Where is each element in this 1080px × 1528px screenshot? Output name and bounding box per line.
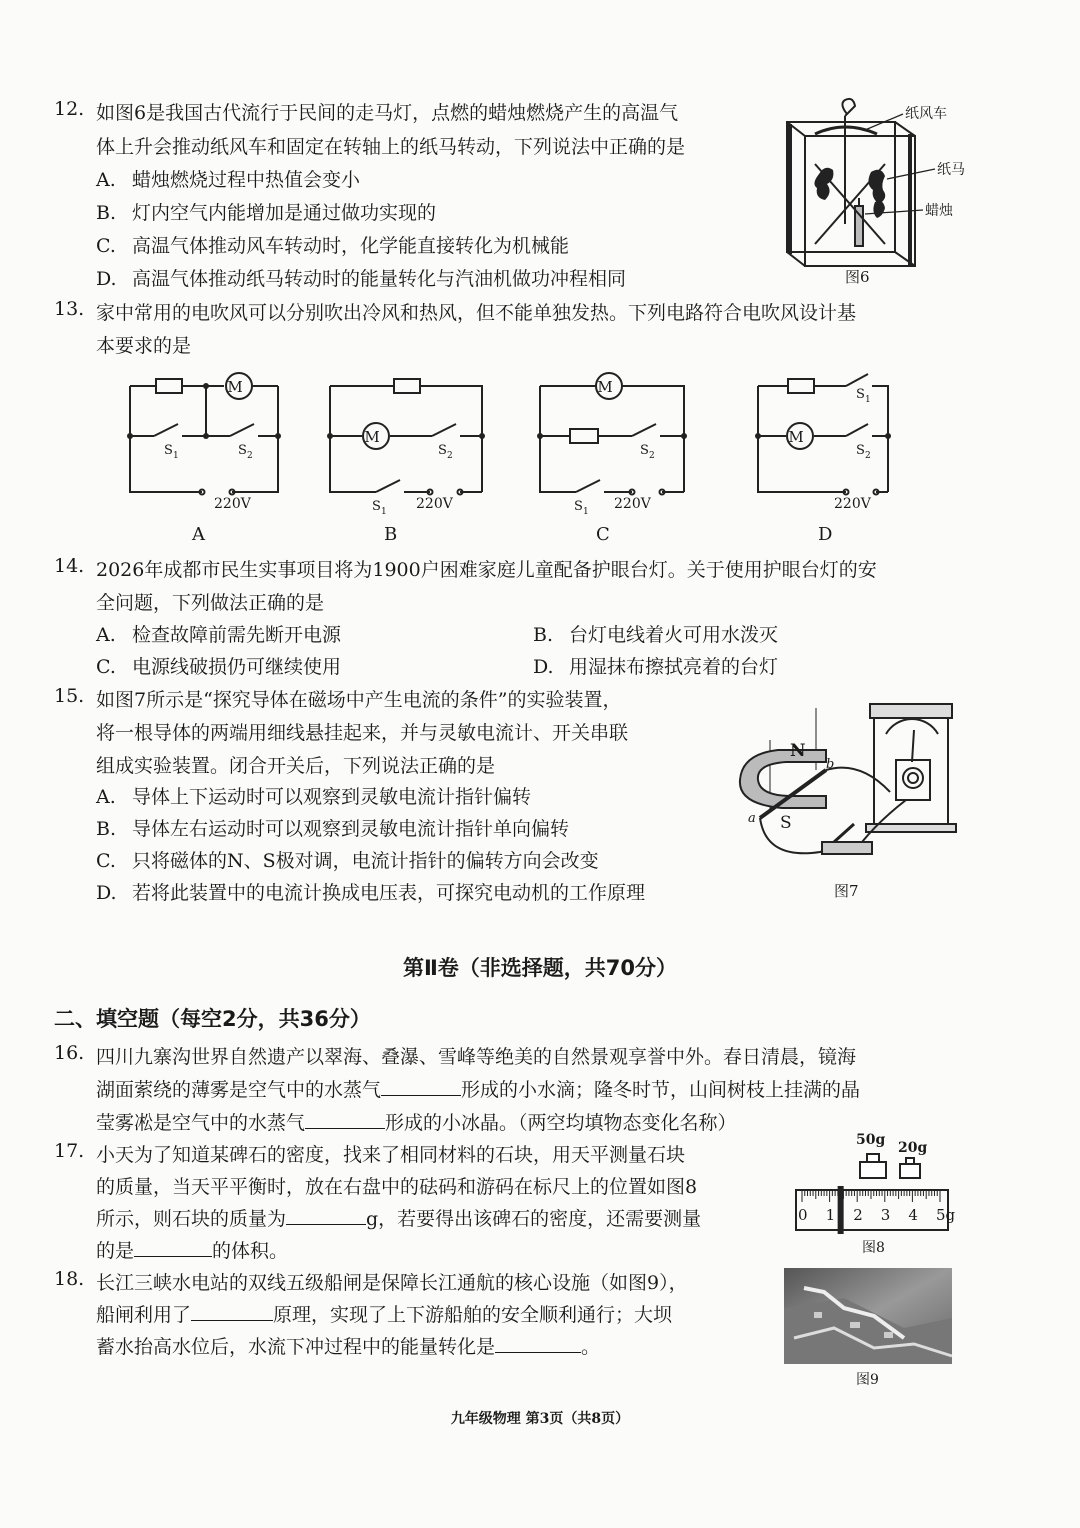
svg-text:2: 2 — [649, 451, 655, 461]
svg-text:S: S — [856, 387, 865, 402]
answer-blank[interactable] — [381, 1077, 461, 1096]
svg-text:220V: 220V — [416, 496, 453, 512]
question-number: 18. — [54, 1268, 85, 1290]
scale-label: 1 — [825, 1206, 836, 1224]
question-stem: 蓄水抬高水位后，水流下冲过程中的能量转化是 。 — [96, 1336, 601, 1358]
question-stem: 如图7所示是“探究导体在磁场中产生电流的条件”的实验装置， — [96, 689, 622, 711]
svg-text:2: 2 — [447, 451, 453, 461]
question-stem: 2026年成都市民生实事项目将为1900户困难家庭儿童配备护眼台灯。关于使用护眼台灯的安 — [96, 559, 877, 581]
option-c[interactable]: C. 高温气体推动风车转动时，化学能直接转化为机械能 — [96, 235, 570, 257]
question-stem: 所示，则石块的质量为 g，若要得出该碑石的密度，还需要测量 — [96, 1208, 702, 1230]
voltage-label: 220V — [214, 496, 251, 512]
svg-text:S: S — [640, 443, 649, 458]
option-label[interactable]: C — [596, 524, 610, 545]
svg-text:1: 1 — [381, 507, 387, 517]
scale-rider — [838, 1186, 844, 1234]
option-label[interactable]: A — [192, 524, 205, 545]
label-candle: 蜡烛 — [925, 203, 953, 219]
question-stem: 体上升会推动纸风车和固定在转轴上的纸马转动，下列说法中正确的是 — [96, 136, 686, 158]
option-b[interactable]: B. 导体左右运动时可以观察到灵敏电流计指针单向偏转 — [96, 818, 570, 840]
answer-blank[interactable] — [286, 1206, 366, 1225]
rider-scale — [796, 1186, 956, 1234]
scale-label: 5g — [936, 1206, 956, 1224]
svg-text:S: S — [574, 499, 583, 514]
part-ii-title: 第Ⅱ卷（非选择题，共70分） — [402, 956, 678, 980]
circuit-options — [110, 362, 930, 552]
svg-text:2: 2 — [247, 451, 253, 461]
question-number: 16. — [54, 1042, 85, 1064]
svg-text:1: 1 — [173, 451, 179, 461]
weight-20g — [900, 1158, 920, 1178]
question-number: 13. — [54, 298, 85, 320]
question-number: 12. — [54, 98, 85, 120]
scale-label: 0 — [798, 1206, 808, 1224]
page-footer: 九年级物理 第3页（共8页） — [450, 1411, 630, 1427]
option-label[interactable]: B — [384, 524, 398, 545]
scale-label: 3 — [880, 1206, 891, 1224]
figure-caption: 图7 — [834, 882, 859, 900]
question-stem: 的质量，当天平平衡时，放在右盘中的砝码和游码在标尺上的位置如图8 — [96, 1176, 698, 1198]
question-stem: 将一根导体的两端用细线悬挂起来，并与灵敏电流计、开关串联 — [96, 722, 629, 744]
option-b[interactable]: B. 灯内空气内能增加是通过做功实现的 — [96, 202, 437, 224]
figure-caption: 图6 — [845, 268, 870, 286]
label-pinwheel: 纸风车 — [905, 106, 947, 122]
question-stem: 全问题，下列做法正确的是 — [96, 592, 325, 614]
weight-50g-label: 50g — [856, 1132, 886, 1148]
weight-50g — [860, 1154, 886, 1178]
circuit-a[interactable] — [130, 373, 278, 495]
conductor-end-a: a — [748, 811, 756, 826]
question-stem: 如图6是我国古代流行于民间的走马灯，点燃的蜡烛燃烧产生的高温气 — [96, 102, 679, 124]
answer-blank[interactable] — [305, 1110, 385, 1129]
figure-6-lantern — [775, 94, 975, 289]
scale-label: 2 — [853, 1206, 863, 1224]
svg-text:M: M — [788, 428, 804, 446]
answer-blank[interactable] — [191, 1302, 273, 1321]
option-c[interactable]: C. 电源线破损仍可继续使用 — [96, 656, 342, 678]
svg-text:220V: 220V — [834, 496, 871, 512]
option-d[interactable]: D. 用湿抹布擦拭亮着的台灯 — [533, 656, 779, 678]
option-d[interactable]: D. 若将此装置中的电流计换成电压表，可探究电动机的工作原理 — [96, 882, 646, 904]
question-stem: 船闸利用了 原理，实现了上下游船舶的安全顺利通行；大坝 — [96, 1304, 673, 1326]
svg-text:S: S — [164, 443, 173, 458]
svg-text:M: M — [597, 378, 613, 396]
question-number: 17. — [54, 1140, 85, 1162]
figure-caption: 图8 — [862, 1240, 885, 1256]
question-stem: 组成实验装置。闭合开关后，下列说法正确的是 — [96, 755, 496, 777]
option-d[interactable]: D. 高温气体推动纸马转动时的能量转化与汽油机做功冲程相同 — [96, 268, 627, 290]
answer-blank[interactable] — [134, 1238, 212, 1257]
svg-text:1: 1 — [583, 507, 589, 517]
question-number: 14. — [54, 555, 85, 577]
svg-text:2: 2 — [865, 451, 871, 461]
svg-text:S: S — [238, 443, 247, 458]
question-stem: 湖面萦绕的薄雾是空气中的水蒸气 形成的小水滴；隆冬时节，山间树枝上挂满的晶 — [96, 1079, 861, 1101]
figure-9-ship-lock-photo — [784, 1268, 954, 1392]
question-stem: 四川九寨沟世界自然遗产以翠海、叠瀑、雪峰等绝美的自然景观享誉中外。春日清晨，镜海 — [96, 1046, 857, 1068]
label-paper-horse: 纸马 — [937, 162, 965, 178]
option-a[interactable]: A. 检查故障前需先断开电源 — [96, 624, 342, 646]
option-a[interactable]: A. 蜡烛燃烧过程中热值会变小 — [96, 169, 361, 191]
svg-text:S: S — [856, 443, 865, 458]
option-a[interactable]: A. 导体上下运动时可以观察到灵敏电流计指针偏转 — [96, 786, 532, 808]
svg-text:S: S — [372, 499, 381, 514]
figure-7-induction-apparatus — [730, 700, 970, 900]
question-stem: 家中常用的电吹风可以分别吹出冷风和热风，但不能单独发热。下列电路符合电吹风设计基 — [96, 302, 857, 324]
circuit-d[interactable] — [758, 374, 888, 495]
option-c[interactable]: C. 只将磁体的N、S极对调，电流计指针的偏转方向会改变 — [96, 850, 599, 872]
question-stem: 莹雾凇是空气中的水蒸气 形成的小冰晶。（两空均填物态变化名称） — [96, 1112, 737, 1134]
motor-label: M — [227, 378, 243, 396]
question-stem: 本要求的是 — [96, 335, 192, 357]
circuit-b[interactable] — [330, 379, 482, 495]
magnet-n-label: N — [790, 741, 806, 761]
figure-caption: 图9 — [856, 1372, 879, 1388]
svg-text:220V: 220V — [614, 496, 651, 512]
magnet-s-label: S — [780, 813, 792, 833]
section-title: 二、填空题（每空2分，共36分） — [54, 1007, 371, 1031]
question-stem: 长江三峡水电站的双线五级船闸是保障长江通航的核心设施（如图9）， — [96, 1272, 688, 1294]
svg-text:M: M — [364, 428, 380, 446]
svg-text:1: 1 — [865, 395, 871, 405]
answer-blank[interactable] — [495, 1334, 581, 1353]
figure-8-balance-scale — [790, 1128, 960, 1258]
question-number: 15. — [54, 685, 85, 707]
conductor-end-b: b — [826, 757, 835, 772]
scale-label: 4 — [908, 1206, 918, 1224]
option-label[interactable]: D — [818, 524, 833, 545]
question-stem: 的是 的体积。 — [96, 1240, 289, 1262]
question-stem: 小天为了知道某碑石的密度，找来了相同材料的石块，用天平测量石块 — [96, 1144, 686, 1166]
option-b[interactable]: B. 台灯电线着火可用水泼灭 — [533, 624, 779, 646]
svg-text:S: S — [438, 443, 447, 458]
weight-20g-label: 20g — [898, 1140, 928, 1156]
